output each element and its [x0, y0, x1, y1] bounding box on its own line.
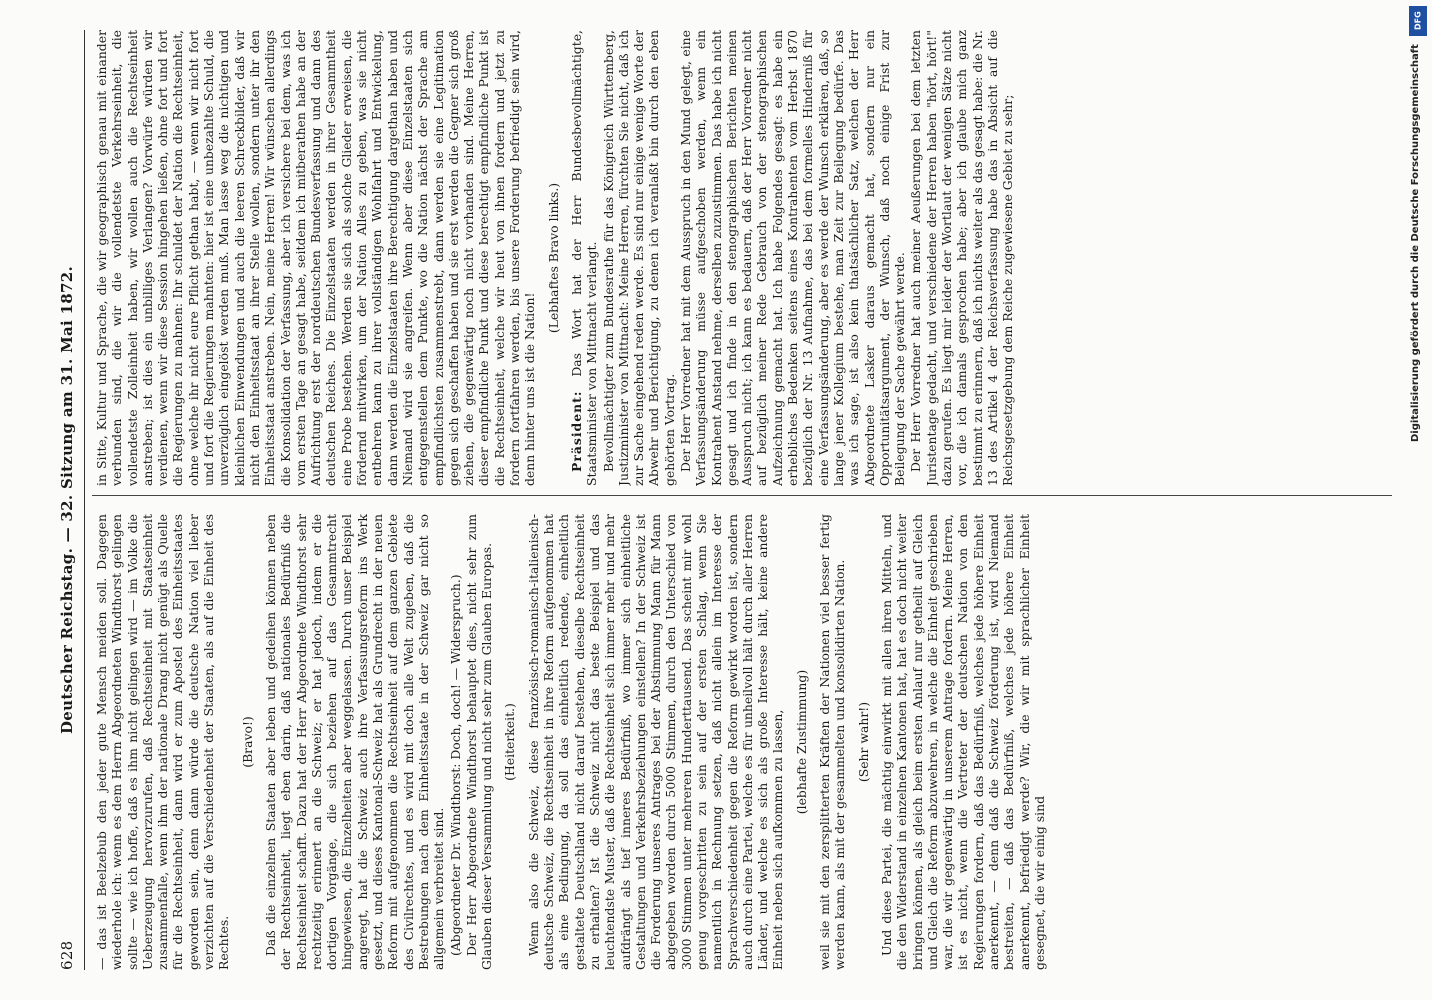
paragraph: Der Herr Vorredner hat mit dem Ausspruch in den Mund gelegt, eine Verfassungsänderung müsse aufgeschoben werden, wenn ein Kontrahent Anstand nehme, derselben zuzustimmen. Das habe ich nicht gesagt und ich finde in den stenographischen Berichten meinen Ausspruch nicht; ich kann es bedauern, daß der Herr Vorredner nicht auf bezüglich meiner Rede Gebrauch von der stenographischen Aufzeichnung gemacht hat. Ich habe Folgendes gesagt: es habe ein erhebliches Bedenken seitens eines Kontrahenten vom Herbst 1870 bezüglich der Nr. 13 Aufnahme, das bei dem formelles Hinderniß für eine Verfassungsänderung, aber es werde der Wunsch erklären, daß, so lange jener Kollegium bestehe, man Zeit zur Beilegung bedürfe. Das was ich sage, ist also kein thatsächlicher Satz, welchen der Herr Abgeordnete Lasker daraus gemacht hat, sondern nur ein Opportunitätsargument, der Wunsch, daß noch einige Frist zur Beilegung der Sache gewährt werde. [677, 30, 908, 486]
header-rule [84, 30, 85, 970]
left-column [94, 514, 1394, 970]
digitization-note: Digitalisierung gefördert durch die Deutsche Forschungsgemeinschaft [1410, 44, 1421, 442]
interjection: (Abgeordneter Dr. Windthorst: Doch, doch! — Widerspruch.) [447, 574, 463, 956]
reaction: (Lebhaftes Bravo links.) [545, 182, 561, 334]
paragraph: Der Herr Vorredner hat auch meiner Aeußerungen bei dem letzten Juristentage gedacht, und verschiedene der Herren haben "hört, hört!" dazu gerufen. Es liegt mir leider der Wortlaut der wenigen Sätze nicht vor, die ich damals gesprochen habe; aber ich glaube mich ganz bestimmt zu erinnern, daß ich nichts weiter als das gesagt habe: die Nr. 13 des Artikel 4 der Reichsverfassung habe das in Absicht auf die Reichsgesetzgebung dem Reiche zugewiesene Gebiet zu sehr; [908, 30, 1016, 486]
page-number: 628 [58, 940, 76, 970]
paragraph: Der Herr Abgeordnete Windthorst behauptet dies, nicht sehr zum Glauben dieser Versammlung und nicht sehr zum Glauben Europas. [463, 514, 495, 970]
right-column [94, 30, 1394, 486]
page-title: Deutscher Reichstag. — 32. Sitzung am 31. Mai 1872. [58, 266, 76, 734]
paragraph: — das ist Beelzebub den jeder gute Mensch meiden soll. Dagegen wiederhole ich: wenn es dem Herrn Abgeordneten Windthorst gelingen sollte — wie ich hoffe, daß es ihm nicht gelingen wird — im Volke die Ueberzeugung hervorzurufen, daß Rechtseinheit mit Staatseinheit zusammenfalle, wenn ihm der nationale Drang nicht genügt als Quelle für die Rechtseinheit, dann wird er zum Apostel des Einheitsstaates geworden sein, denn dann würde die deutsche Nation viel lieber verzichten auf die Verschiedenheit der Staaten, als auf die Einheit des Rechtes. [94, 514, 232, 970]
paragraph: Bevollmächtigter zum Bundesrathe für das Königreich Württemberg, Justizminister von Mittnacht: Meine Herren, fürchten Sie nicht, daß ich zur Sache eingehend reden werde. Es sind nur einige wenige Worte der Abwehr und Berichtigung, zu denen ich veranlaßt bin durch den eben gehörten Vortrag. [600, 30, 677, 486]
paragraph: weil sie mit den zersplitterten Kräften der Nationen viel besser fertig werden kann, als mit der gesammelten und konsolidirten Nation. [817, 514, 848, 970]
dfg-logo: DFG [1409, 6, 1427, 36]
speaker-name: Präsident: [568, 390, 584, 472]
paragraph: in Sitte, Kultur und Sprache, die wir geographisch genau mit einander verbunden sind, die wir die vollendetste Verkehrseinheit, die vollendetste Zolleinheit haben, wir wollen auch die Rechtseinheit anstreben; ist dies ein unbilliges Verlangen? Vorwürfe würden wir verdienen, wenn wir diese Session hingehen ließen, ohne fort und fort die Regierungen zu mahnen: Ihr schuldet der Nation die Rechtseinheit, ohne welche ihr nicht eure Pflicht gethan habt, — wenn wir nicht fort und fort die Regierungen mahnten: hier ist eine unbezahlte Schuld, die unverzüglich eingelöst werden muß. Man lasse weg die nichtigen und kleinlichen Einwendungen und auch die leeren Schreckbilder, daß wir nicht den Einheitsstaat an ihrer Stelle wollen, sondern unter ihr den Einheitsstaat anstreben. Nein, meine Herren! Wir wünschen allerdings die Konsolidation der Verfassung, aber ich versichere bei dem, was ich vom ersten Tage an gesagt habe, seitdem ich mitberathen habe an der Aufrichtung erst der norddeutschen Bundesverfassung und dann des deutschen Reiches. Die Einzelstaaten werden in ihrer Gesammtheit eine Probe bestehen. Werden sie sich als solche Glieder erweisen, die fördernd mitwirken, um der Nation Alles zu geben, was sie nicht entbehren kann zu ihrer vollständigen Wohlfahrt und Entwickelung, dann werden die Einzelstaaten ihre Berechtigung dargethan haben und Niemand wird sie angreifen. Wenn aber diese Einzelstaaten sich entgegenstellen dem Punkte, wo die Nation nächst der Sprache am empfindlichsten zusammenstrebt, dann werden sie eine Legitimation gegen sich geschaffen haben und sie erst werden die Gegner sich groß ziehen, die gegenwärtig noch nicht vorhanden sind. Meine Herren, dieser empfindliche Punkt und diese berechtigt empfindliche Punkt ist die Rechtseinheit, welche wir heut von ihnen fordern und jetzt zu fordern fortfahren werden, bis unsere Forderung befriedigt sein wird, denn hinter uns ist die Nation! [94, 30, 538, 486]
paragraph: Und diese Partei, die mächtig einwirkt mit allen ihren Mitteln, und die den Widerstand in einzelnen Kantonen hat, hat es doch nicht weiter bringen können, als gleich beim ersten Anlauf nur getheilt auf Gleich und Gleich die Reform abzuwehren, in welche die Einheit geschrieben war, die wir gegenwärtig in unserem Antrage fordern. Meine Herren, ist es nicht, wenn die Vertreter der deutschen Nation von den Regierungen fordern, daß das Bedürfniß, welches jede höhere Einheit anerkennt, — denn daß die Schweiz förderung ist, wird Niemand bestreiten, — daß das Bedürfniß, welches jede höhere Einheit anerkennt, befriedigt werde? Wir, die wir mit sprachlicher Einheit gesegnet, die wir einig sind [878, 514, 1047, 970]
reaction: (Bravo!) [239, 716, 255, 768]
reaction: (lebhafte Zustimmung) [793, 669, 809, 815]
paragraph: Wenn also die Schweiz, diese französisch-romanisch-italienisch-deutsche Schweiz, die Rechtseinheit in ihre Reform aufgenommen hat als eine Bedingung, da soll das einheitlich redende, einheitlich gestaltete Deutschland nicht darauf bestehen, dieselbe Rechtseinheit zu erhalten? Ist die Schweiz nicht das beste Beispiel und das leuchtendste Muster, daß die Rechtseinheit sich immer mehr und mehr aufdrängt als tief inneres Bedürfniß, wo immer sich einheitliche Gestaltungen und Verkehrsbeziehungen einstellen? In der Schweiz ist die Forderung unseres Antrages bei der Abstimmung Mann für Mann abgegeben worden durch 5000 Stimmen, durch den Unterschied von 3000 Stimmen unter mehreren Hunderttausend. Das scheint mir wohl genug vorgeschritten zu sein auf der ersten Schlag, wenn Sie namentlich in Rechnung setzen, daß nicht allein im Interesse der Sprachverschiedenheit gegen die Reform gewirkt worden ist, sondern auch durch eine Partei, welche es für unheilvoll hält durch aller Herren Länder, und welche es sich als große Interesse hält, keine andere Einheit neben sich aufkommen zu lassen, [525, 514, 786, 970]
reaction: (Heiterkeit.) [502, 703, 518, 781]
column-divider [92, 495, 1392, 496]
side-margin [1404, 0, 1430, 1000]
rotated-newspaper-page [56, 30, 1416, 970]
page-header [56, 30, 80, 970]
reaction: (Sehr wahr!) [855, 701, 871, 783]
paragraph: Daß die einzelnen Staaten aber leben und gedeihen können neben der Rechtseinheit, liegt eben darin, daß nationales Bedürfniß die Rechtseinheit schafft. Dazu hat der Herr Abgeordnete Windthorst sehr rechtzeitig erinnert an die Schweiz; er hat jedoch, indem er die dortigen Vorgänge, die sich beziehen auf das Gesammtrecht hingewiesen, die Einzelheiten aber weggelassen. Durch unser Beispiel angeregt, hat die Schweiz auch ihre Verfassungsreform ins Werk gesetzt, und dieses Kantonal-Schweiz hat als Grundrecht in der neuen Reform mit aufgenommen die Rechtseinheit auf dem ganzen Gebiete des Civilrechtes, und es wird mit doch alle Welt zugeben, daß die Bestrebungen nach dem Einheitsstaate in der Schweiz gar nicht so allgemein verbreitet sind. [262, 514, 447, 970]
speaker-text: Das Wort hat der Herr Bundesbevollmächtigte, Staatsminister von Mittnacht verlangt. [568, 30, 600, 486]
